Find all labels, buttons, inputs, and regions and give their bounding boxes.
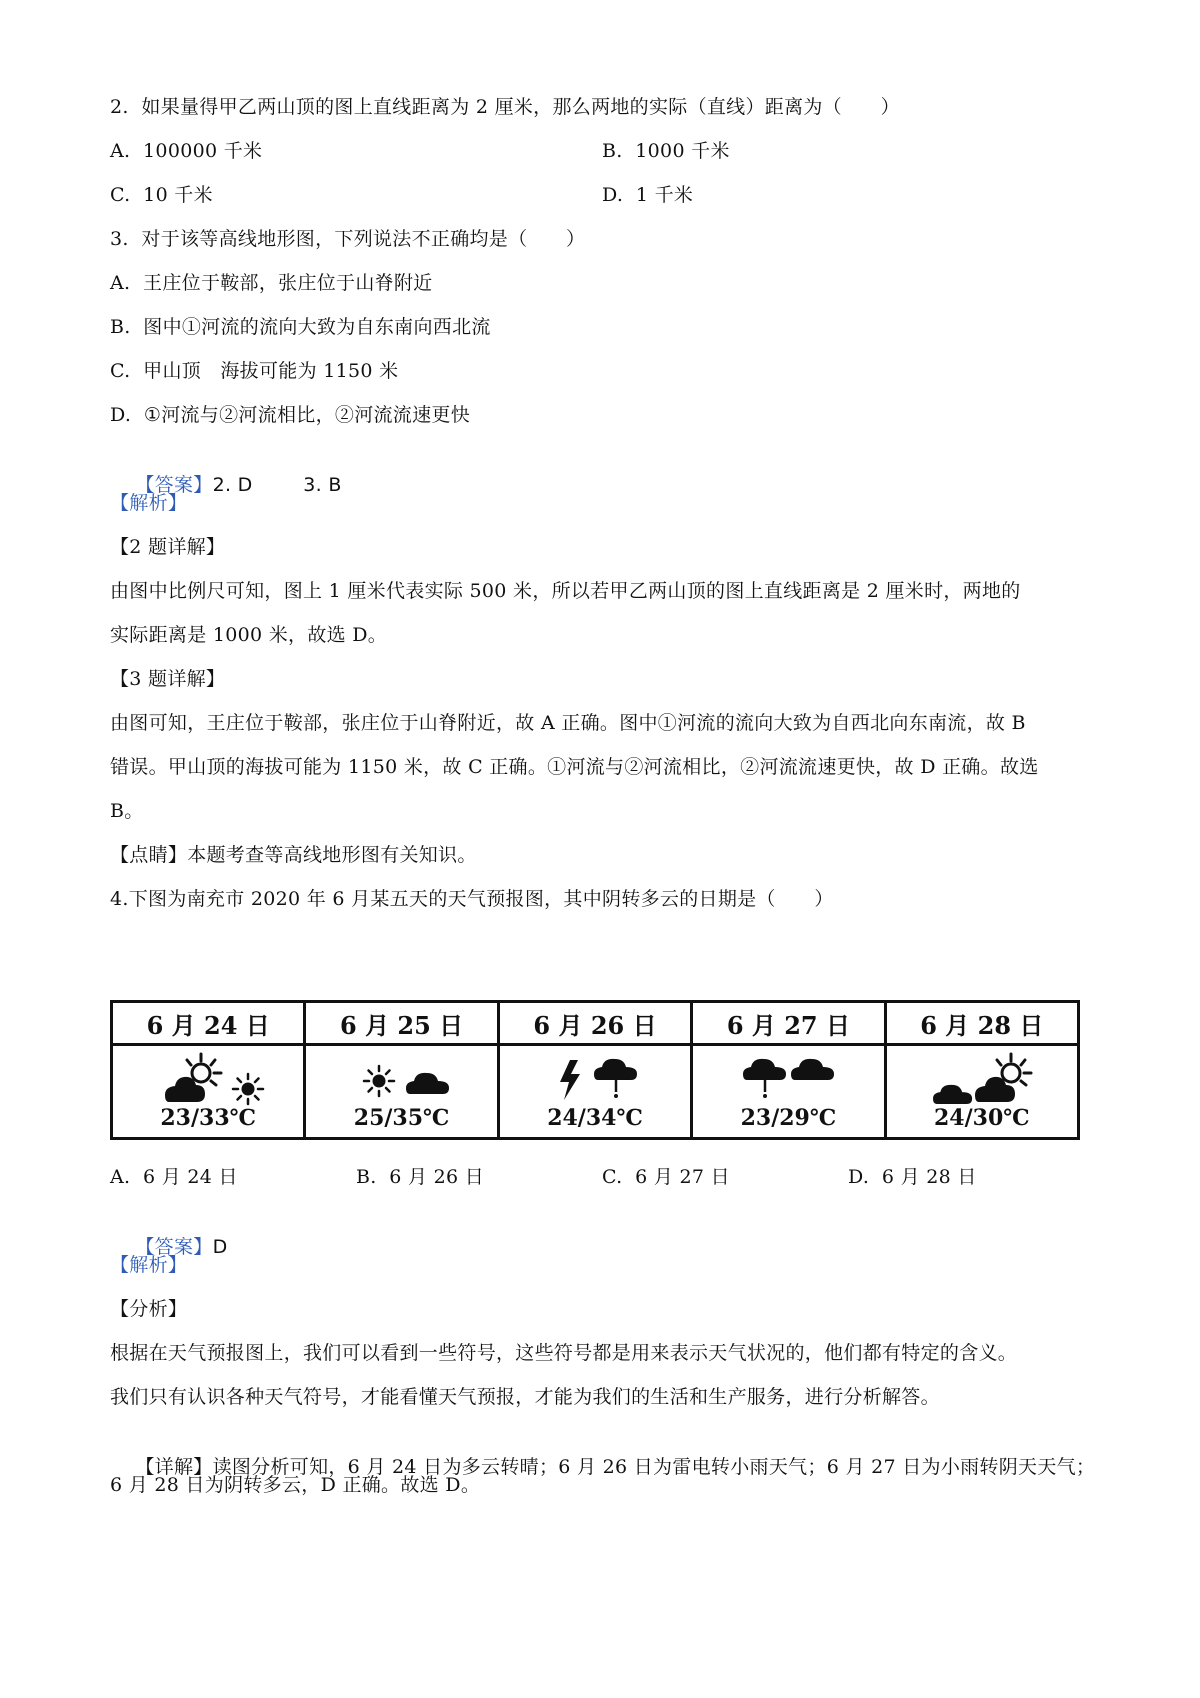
weather-temperature: 24/30℃ — [934, 1105, 1030, 1131]
detail-2-title: 【2 题详解】 — [110, 536, 226, 558]
q4-option-c: C. 6 月 27 日 — [602, 1166, 730, 1188]
weather-date: 6 月 24 日 — [113, 1003, 303, 1046]
weather-date: 6 月 25 日 — [306, 1003, 496, 1046]
point-note: 【点睛】本题考查等高线地形图有关知识。 — [110, 844, 477, 866]
weather-temperature: 23/29℃ — [740, 1105, 837, 1131]
q3-option-a: A. 王庄位于鞍部，张庄位于山脊附近 — [110, 272, 433, 294]
q3-option-d: D. ①河流与②河流相比，②河流流速更快 — [110, 404, 471, 426]
weather-date: 6 月 28 日 — [887, 1003, 1077, 1046]
light-rain-icon — [743, 1056, 787, 1100]
weather-temperature: 25/35℃ — [353, 1105, 450, 1131]
answer-value: 2. D 3. B — [212, 474, 342, 496]
weather-forecast-table — [110, 1000, 1080, 1140]
q2-option-a: A. 100000 千米 — [110, 140, 263, 162]
weather-day — [693, 1003, 886, 1137]
q2-option-b: B. 1000 千米 — [602, 140, 730, 162]
lightning-icon — [556, 1058, 584, 1102]
weather-date: 6 月 26 日 — [500, 1003, 690, 1046]
xiangjie-text: 读图分析可知，6 月 24 日为多云转晴；6 月 26 日为雷电转小雨天气；6 月 27 日为小雨转阴天天气； — [212, 1456, 1096, 1478]
weather-day — [500, 1003, 693, 1137]
weather-day — [113, 1003, 306, 1137]
fenxi-line-1: 根据在天气预报图上，我们可以看到一些符号，这些符号都是用来表示天气状况的，他们都有特定的含义。 — [110, 1342, 1018, 1364]
sun-icon — [231, 1072, 265, 1106]
cloud-icon — [791, 1056, 835, 1082]
sun-icon — [362, 1064, 396, 1098]
detail-3-line-3: B。 — [110, 800, 144, 822]
q3-option-b: B. 图中①河流的流向大致为自东南向西北流 — [110, 316, 491, 338]
fenxi-line-2: 我们只有认识各种天气符号，才能看懂天气预报，才能为我们的生活和生产服务，进行分析解答。 — [110, 1386, 940, 1408]
cloud-icon — [406, 1070, 450, 1096]
weather-day — [306, 1003, 499, 1137]
q2-option-d: D. 1 千米 — [602, 184, 694, 206]
answer-label: 【答案】 — [135, 474, 213, 496]
answer-value: D — [212, 1236, 228, 1258]
analysis-label: 【解析】 — [110, 492, 188, 514]
partly-cloudy-icon — [163, 1052, 225, 1106]
light-rain-icon — [594, 1056, 638, 1100]
xiangjie-label: 【详解】 — [135, 1456, 213, 1478]
cloud-icon — [933, 1082, 973, 1106]
weather-temperature: 24/34℃ — [547, 1105, 643, 1131]
partly-cloudy-icon — [973, 1052, 1035, 1106]
q2-stem: 2. 如果量得甲乙两山顶的图上直线距离为 2 厘米，那么两地的实际（直线）距离为（ ） — [110, 96, 900, 118]
fenxi-title: 【分析】 — [110, 1298, 188, 1320]
weather-temperature: 23/33℃ — [160, 1105, 257, 1131]
xiangjie-line-2: 6 月 28 日为阴转多云，D 正确。故选 D。 — [110, 1474, 481, 1496]
answer-label: 【答案】 — [135, 1236, 213, 1258]
detail-2-line-2: 实际距离是 1000 米，故选 D。 — [110, 624, 388, 646]
q4-option-a: A. 6 月 24 日 — [110, 1166, 238, 1188]
detail-2-line-1: 由图中比例尺可知，图上 1 厘米代表实际 500 米，所以若甲乙两山顶的图上直线距离是 2 厘米时，两地的 — [110, 580, 1021, 602]
detail-3-title: 【3 题详解】 — [110, 668, 226, 690]
detail-3-line-1: 由图可知，王庄位于鞍部，张庄位于山脊附近，故 A 正确。图中①河流的流向大致为自西北向东南流，故 B — [110, 712, 1026, 734]
q4-option-d: D. 6 月 28 日 — [848, 1166, 977, 1188]
analysis-label: 【解析】 — [110, 1254, 188, 1276]
q3-stem: 3. 对于该等高线地形图，下列说法不正确均是（ ） — [110, 228, 586, 250]
q3-option-c: C. 甲山顶 海拔可能为 1150 米 — [110, 360, 399, 382]
detail-3-line-2: 错误。甲山顶的海拔可能为 1150 米，故 C 正确。①河流与②河流相比，②河流流速更快，故 D 正确。故选 — [110, 756, 1039, 778]
q4-stem: 4.下图为南充市 2020 年 6 月某五天的天气预报图，其中阴转多云的日期是（ ） — [110, 888, 834, 910]
weather-day — [887, 1003, 1077, 1137]
q2-option-c: C. 10 千米 — [110, 184, 213, 206]
weather-date: 6 月 27 日 — [693, 1003, 883, 1046]
q4-option-b: B. 6 月 26 日 — [356, 1166, 485, 1188]
